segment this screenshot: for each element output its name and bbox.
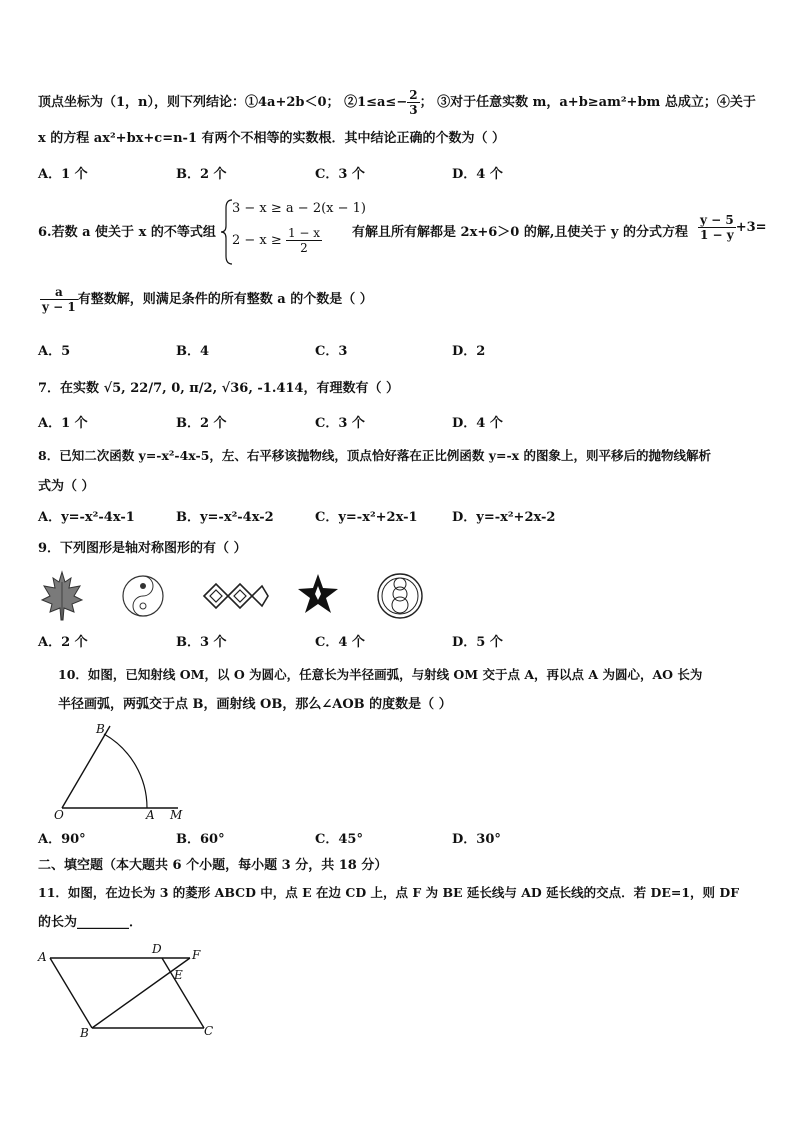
q6-option-a: A．5 — [38, 344, 71, 359]
q10-label-o: O — [54, 808, 64, 822]
q9-option-d: D．5 个 — [452, 635, 503, 650]
q7-prefix: 7．在实数 — [38, 381, 100, 396]
q9-option-a: A．2 个 — [38, 635, 88, 650]
q7-item-neg1414: -1.414 — [257, 381, 304, 396]
q10-label-b: B — [96, 722, 105, 736]
q10-line1: 10．如图，已知射线 OM，以 O 为圆心，任意长为半径画弧，与射线 OM 交于点 A，再以点 A 为圆心，AO 长为 — [58, 667, 703, 682]
q6-line2-tail: 有整数解，则满足条件的所有整数 a 的个数是（ ） — [77, 292, 373, 307]
q5-line1-tail: ； ③对于任意实数 m，a+b≥am²+bm 总成立；④关于 — [419, 95, 756, 110]
q7-item-0: 0 — [171, 381, 181, 396]
q10-label-a: A — [146, 808, 155, 822]
q11-label-c: C — [204, 1024, 214, 1038]
q8-option-b: B．y=-x²-4x-2 — [176, 510, 274, 525]
q5-option-b: B．2 个 — [176, 167, 227, 182]
angle-construction-diagram — [52, 720, 188, 824]
taiji-icon — [118, 568, 168, 624]
q6-option-b: B．4 — [176, 344, 210, 359]
q10-line2: 半径画弧，两弧交于点 B，画射线 OB，那么∠AOB 的度数是（ ） — [58, 697, 452, 712]
q7-line: 7．在实数 √5, 22/7, 0, π/2, √36, -1.414，有理数有（ ） — [38, 381, 400, 396]
q6-ineq2-num: 1 − x — [287, 226, 321, 240]
q9-option-c: C．4 个 — [315, 635, 365, 650]
q7-tail: ，有理数有（ ） — [303, 381, 400, 396]
q6-eq-num: y − 5 — [700, 213, 734, 227]
q10-diagram — [52, 720, 188, 824]
q7-item-sqrt5: √5 — [103, 381, 122, 396]
star-flower-icon — [292, 568, 344, 624]
q11-label-f: F — [192, 948, 201, 962]
q9-option-b: B．3 个 — [176, 635, 227, 650]
q9-line1: 9．下列图形是轴对称图形的有（ ） — [38, 541, 247, 556]
q10-option-c: C．45° — [315, 832, 363, 847]
q11-label-a: A — [38, 950, 47, 964]
q5-option-d: D．4 个 — [452, 167, 503, 182]
q6-equation — [698, 213, 767, 242]
q6-eq-den: 1 − y — [700, 228, 734, 242]
q5-line1-text: 顶点坐标为（1，n），则下列结论：①4a+2b＜0； ②1≤a≤− — [38, 95, 408, 110]
q6-ineq1: 3 − x ≥ a − 2(x − 1) — [232, 201, 366, 216]
q6-ineq2-den: 2 — [286, 240, 322, 255]
q10-option-d: D．30° — [452, 832, 501, 847]
q7-item-pi-2: π/2 — [189, 381, 213, 396]
q5-frac-num: 2 — [409, 88, 418, 102]
q5-option-a: A．1 个 — [38, 167, 88, 182]
q6-ineq2-frac — [286, 226, 322, 255]
q6-inequality-system — [220, 198, 366, 266]
q6-option-c: C．3 — [315, 344, 348, 359]
q5-line2: x 的方程 ax²+bx+c=n-1 有两个不相等的实数根．其中结论正确的个数为（ ） — [38, 131, 506, 146]
q6-prefix: 6.若数 a 使关于 x 的不等式组 — [38, 225, 216, 240]
q11-line2: 的长为________． — [38, 915, 143, 930]
q8-line1: 8．已知二次函数 y=-x²-4x-5，左、右平移该抛物线，顶点恰好落在正比例函数 y=-x 的图象上，则平移后的抛物线解析 — [38, 448, 711, 463]
q7-item-22-7: 22/7 — [130, 381, 163, 396]
q6-middle: 有解且所有解都是 2x+6＞0 的解,且使关于 y 的分式方程 — [352, 225, 688, 240]
q6-eq-frac — [698, 213, 736, 242]
q10-option-a: A．90° — [38, 832, 86, 847]
q6-line2-frac — [40, 285, 78, 314]
q9-figures — [36, 568, 426, 624]
q6-ineq2 — [232, 226, 322, 255]
q11-label-d: D — [152, 942, 162, 956]
q6-eq-tail: +3= — [735, 220, 767, 235]
q10-label-m: M — [170, 808, 183, 822]
q10-option-b: B．60° — [176, 832, 225, 847]
q7-option-d: D．4 个 — [452, 416, 503, 431]
q8-option-c: C．y=-x²+2x-1 — [315, 510, 418, 525]
q8-option-d: D．y=-x²+2x-2 — [452, 510, 556, 525]
q11-diagram — [34, 942, 224, 1042]
q11-label-e: E — [174, 968, 183, 982]
q6-option-d: D．2 — [452, 344, 486, 359]
q5-frac-den: 3 — [409, 103, 418, 117]
q8-line2: 式为（ ） — [38, 479, 95, 494]
q5-fraction — [407, 88, 419, 117]
q11-label-b: B — [80, 1026, 89, 1040]
maple-leaf-icon — [36, 568, 88, 624]
q6-ineq2-left: 2 − x ≥ — [232, 233, 282, 248]
q11-line1: 11．如图，在边长为 3 的菱形 ABCD 中，点 E 在边 CD 上，点 F 为 BE 延长线与 AD 延长线的交点．若 DE=1，则 DF — [38, 885, 740, 900]
section-heading: 二、填空题（本大题共 6 个小题，每小题 3 分，共 18 分） — [38, 858, 388, 873]
q7-option-c: C．3 个 — [315, 416, 365, 431]
q6-line2-den: y − 1 — [42, 300, 76, 314]
q7-item-sqrt36: √36 — [221, 381, 249, 396]
q5-option-c: C．3 个 — [315, 167, 365, 182]
q6-line2 — [40, 285, 373, 314]
q7-option-b: B．2 个 — [176, 416, 227, 431]
q5-line1 — [38, 88, 756, 117]
concentric-circles-icon — [374, 568, 426, 624]
knot-pattern-icon — [198, 568, 270, 624]
q8-option-a: A．y=-x²-4x-1 — [38, 510, 135, 525]
q6-line2-num: a — [54, 285, 63, 299]
q7-option-a: A．1 个 — [38, 416, 88, 431]
